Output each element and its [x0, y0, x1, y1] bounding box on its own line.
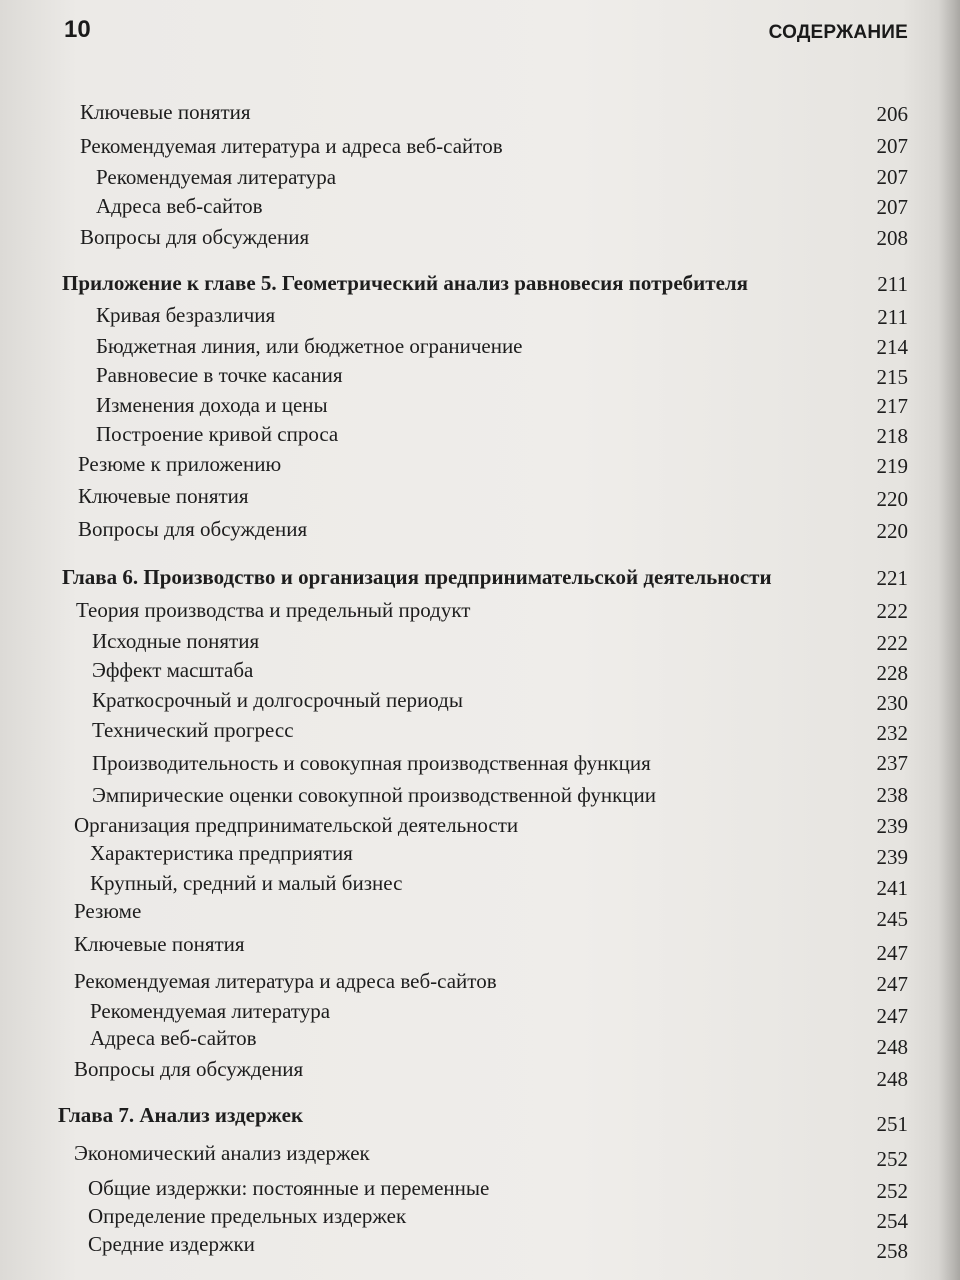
toc-page-number: 215: [876, 365, 908, 389]
toc-entry-title: Построение кривой спроса: [96, 422, 339, 446]
toc-page-number: 207: [876, 134, 908, 158]
toc-page-number: 245: [876, 907, 908, 931]
toc-page-number: 258: [876, 1239, 908, 1263]
page-edge: [938, 0, 960, 1280]
toc-page-number: 218: [876, 424, 908, 448]
toc-entry-title: Экономический анализ издержек: [74, 1141, 370, 1165]
toc-entry-title: Характеристика предприятия: [90, 841, 353, 865]
toc-entry-title: Ключевые понятия: [74, 932, 245, 956]
running-title: СОДЕРЖАНИЕ: [768, 22, 908, 43]
toc-entry-title: Вопросы для обсуждения: [78, 517, 308, 541]
toc-page-number: 220: [876, 519, 908, 543]
toc-entry-title: Вопросы для обсуждения: [74, 1057, 304, 1081]
toc-page-number: 221: [876, 566, 908, 590]
toc-page-number: 251: [876, 1112, 908, 1136]
toc-page-number: 252: [876, 1147, 908, 1171]
toc-page-number: 247: [876, 1004, 908, 1028]
toc-page-number: 206: [876, 102, 908, 126]
toc-entry-title: Исходные понятия: [92, 629, 260, 653]
toc-page-number: 207: [876, 195, 908, 219]
toc-page-number: 239: [876, 845, 908, 869]
toc-page-number: 232: [876, 721, 908, 745]
toc-entry-title: Рекомендуемая литература и адреса веб-сайтов: [74, 969, 497, 993]
toc-page-number: 230: [876, 691, 908, 715]
toc-page-number: 222: [876, 599, 908, 623]
toc-entry-title: Резюме: [74, 899, 142, 923]
toc-entry-title: Теория производства и предельный продукт: [76, 598, 471, 622]
toc-entry-title: Адреса веб-сайтов: [90, 1026, 257, 1050]
toc-page-number: 214: [876, 335, 908, 359]
toc-page-number: 247: [876, 972, 908, 996]
toc-entry-title: Эмпирические оценки совокупной производственной функции: [92, 783, 656, 807]
toc-page-number: 228: [876, 661, 908, 685]
toc-page-number: 237: [876, 751, 908, 775]
toc-entry-title: Кривая безразличия: [96, 303, 276, 327]
toc-entry-title: Резюме к приложению: [78, 452, 282, 476]
toc-entry-title: Эффект масштаба: [92, 658, 254, 682]
toc-page-number: 252: [876, 1179, 908, 1203]
toc-entry-title: Ключевые понятия: [80, 100, 251, 124]
toc-page-number: 217: [876, 394, 908, 418]
toc-page-number: 238: [876, 783, 908, 807]
toc-entry-title: Равновесие в точке касания: [96, 363, 343, 387]
toc-entry-title: Определение предельных издержек: [88, 1204, 407, 1228]
toc-entry-title: Организация предпринимательской деятельности: [74, 813, 519, 837]
toc-entry-title: Общие издержки: постоянные и переменные: [88, 1176, 490, 1200]
toc-page-number: 222: [876, 631, 908, 655]
toc-page-number: 247: [876, 941, 908, 965]
toc-entry-title: Рекомендуемая литература: [96, 165, 337, 189]
toc-entry-title: Изменения дохода и цены: [96, 393, 328, 417]
toc-page-number: 248: [876, 1035, 908, 1059]
toc-page-number: 211: [877, 272, 908, 296]
toc-entry-title: Краткосрочный и долгосрочный периоды: [92, 688, 463, 712]
toc-page-number: 207: [876, 165, 908, 189]
toc-page-number: 241: [876, 876, 908, 900]
toc-entry-title: Рекомендуемая литература: [90, 999, 331, 1023]
toc-entry-title: Технический прогресс: [92, 718, 294, 742]
toc-page-number: 220: [876, 487, 908, 511]
toc-page-number: 219: [876, 454, 908, 478]
toc-entry-title: Адреса веб-сайтов: [96, 194, 263, 218]
toc-page-number: 211: [877, 305, 908, 329]
toc-chapter-title: Приложение к главе 5. Геометрический анализ равновесия потребителя: [62, 271, 749, 295]
toc-entry-title: Средние издержки: [88, 1232, 255, 1256]
toc-page-number: 208: [876, 226, 908, 250]
toc-chapter-title: Глава 6. Производство и организация предпринимательской деятельности: [62, 565, 772, 589]
toc-entry-title: Крупный, средний и малый бизнес: [90, 871, 403, 895]
toc-page-number: 248: [876, 1067, 908, 1091]
page-number: 10: [64, 16, 91, 43]
toc-entry-title: Бюджетная линия, или бюджетное ограничение: [96, 334, 523, 358]
toc-page-number: 239: [876, 814, 908, 838]
toc-entry-title: Вопросы для обсуждения: [80, 225, 310, 249]
toc-entry-title: Производительность и совокупная производственная функция: [92, 751, 651, 775]
toc-entry-title: Ключевые понятия: [78, 484, 249, 508]
toc-page-number: 254: [876, 1209, 908, 1233]
toc-entry-title: Рекомендуемая литература и адреса веб-сайтов: [80, 134, 503, 158]
toc-chapter-title: Глава 7. Анализ издержек: [58, 1103, 304, 1127]
